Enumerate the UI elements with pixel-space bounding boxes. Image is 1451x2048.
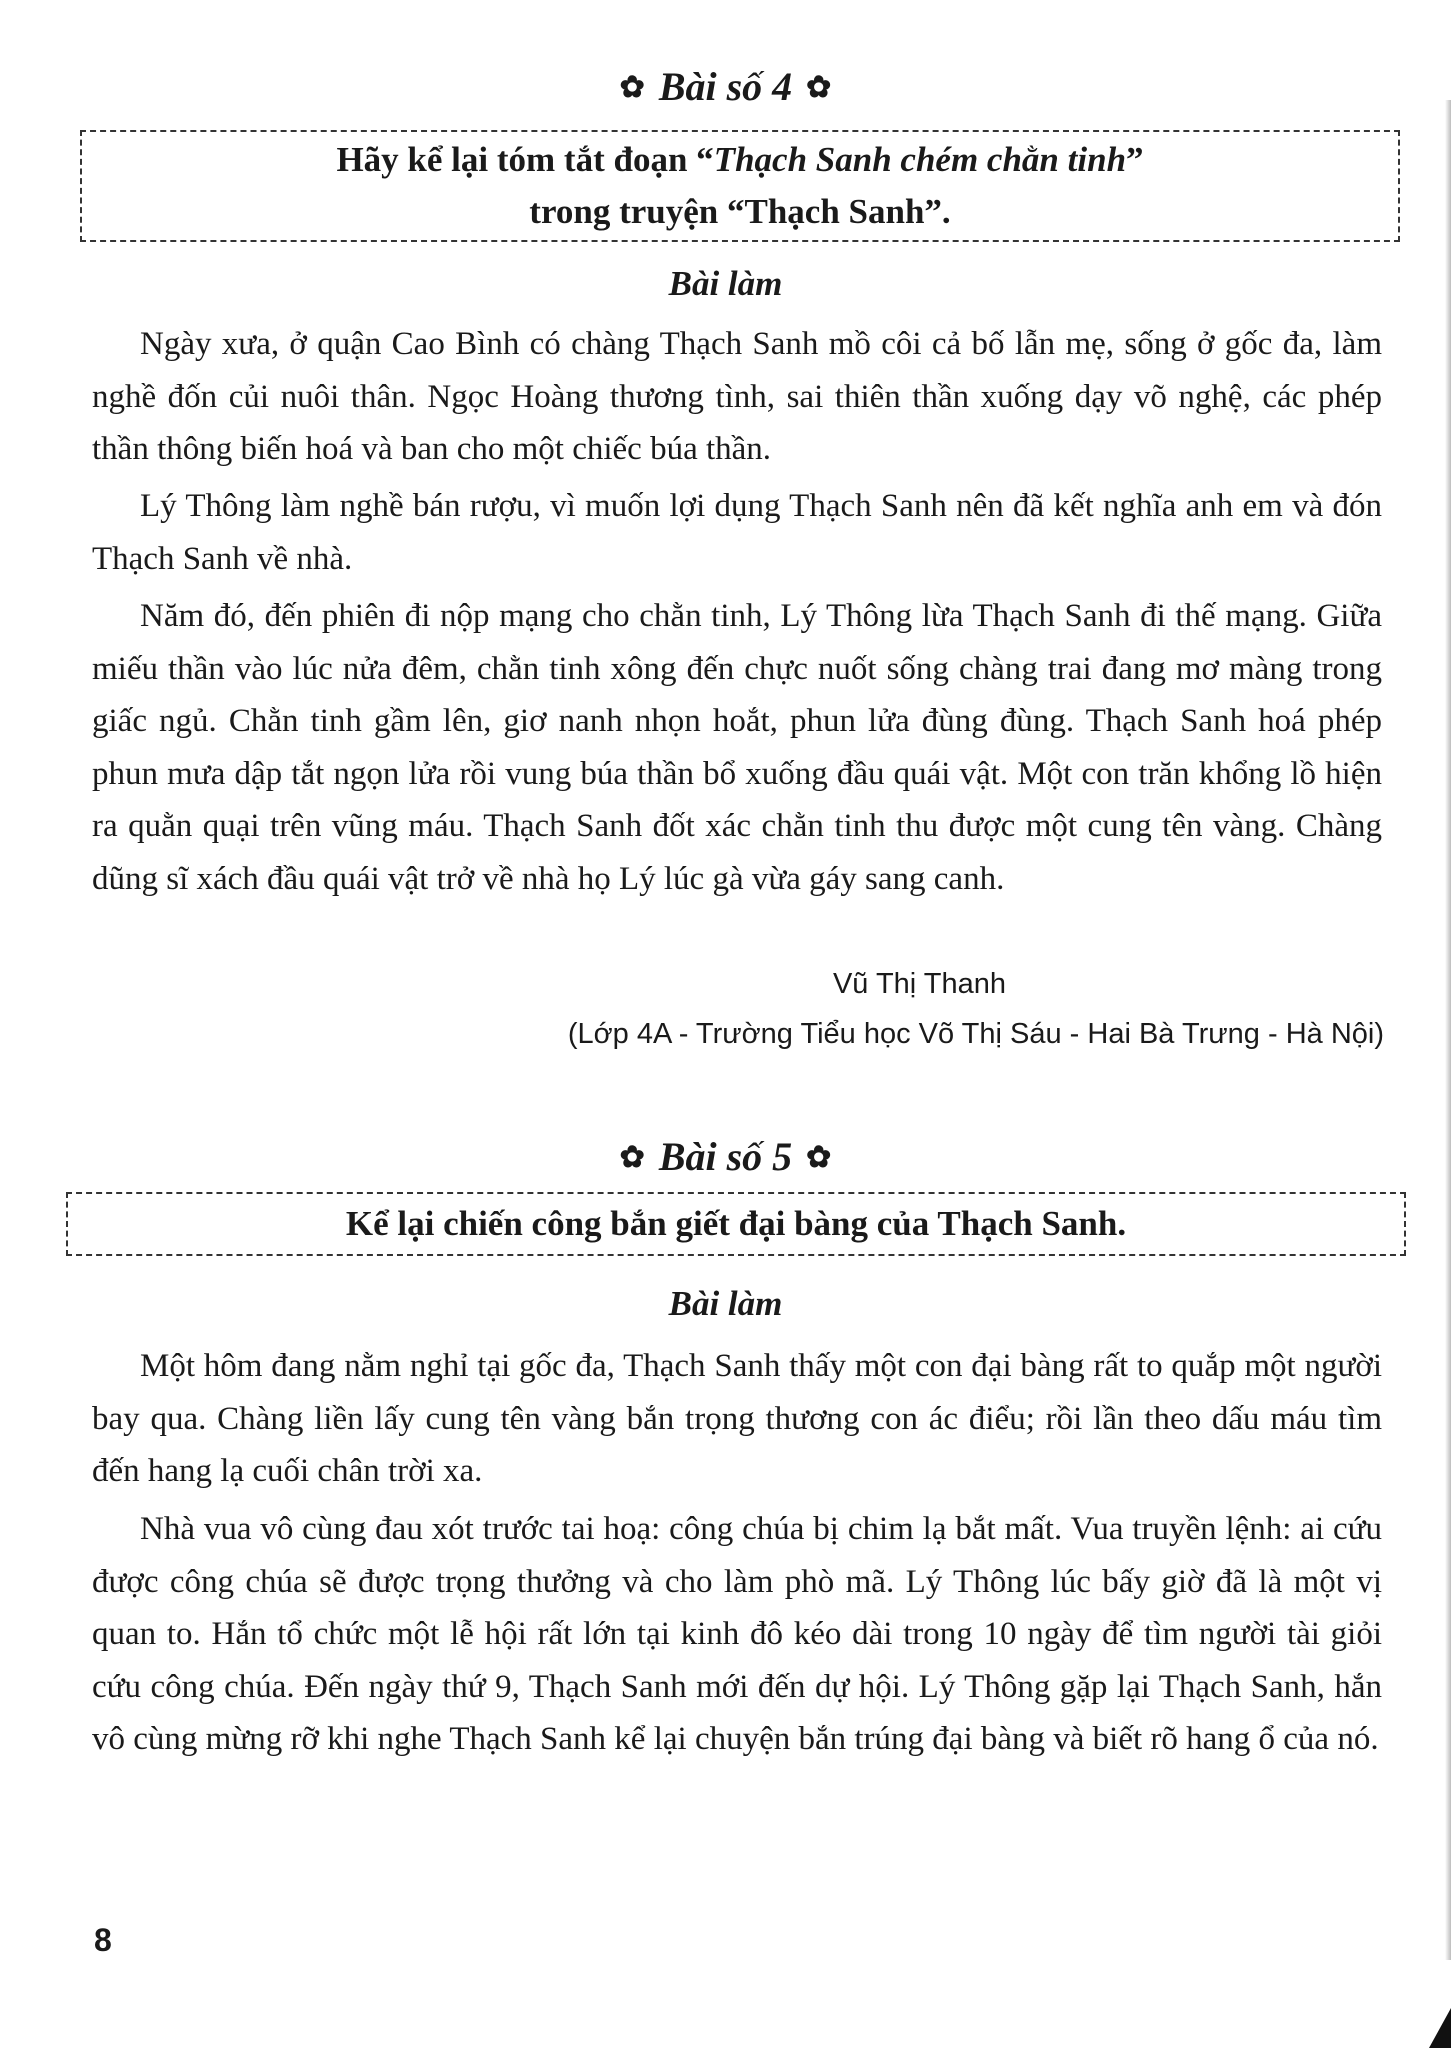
lesson-5-prompt-box [66,1192,1406,1256]
lesson-4-answer-label: Bài làm [668,264,783,303]
lesson-4-prompt-line-1 [82,134,1398,186]
lesson-4-paragraph-1: Ngày xưa, ở quận Cao Bình có chàng Thạch Sanh mồ côi cả bố lẫn mẹ, sống ở gốc đa, làm nghề đốn củi nuôi thân. Ngọc Hoàng thương tình, sai thiên thần xuống dạy võ nghệ, các phép thần thông biến hoá và ban cho một chiếc búa thần. [92,326,1382,467]
lesson-4-prompt-box [80,130,1400,242]
author-school: (Lớp 4A - Trường Tiểu học Võ Thị Sáu - Hai Bà Trưng - Hà Nội) [567,1018,1384,1050]
lesson-4-heading [0,62,1451,113]
flower-icon: ✿ [619,1141,645,1174]
flower-icon: ✿ [619,71,645,104]
lesson-4-paragraph-3: Năm đó, đến phiên đi nộp mạng cho chằn tinh, Lý Thông lừa Thạch Sanh đi thế mạng. Giữa miếu thần vào lúc nửa đêm, chằn tinh xông đến chực nuốt sống chàng trai đang mơ màng trong giấc ngủ. Chằn tinh gầm lên, giơ nanh nhọn hoắt, phun lửa đùng đùng. Thạch Sanh hoá phép phun mưa dập tắt ngọn lửa rồi vung búa thần bổ xuống đầu quái vật. Một con trăn khổng lồ hiện ra quằn quại trên vũng máu. Thạch Sanh đốt xác chằn tinh thu được một cung tên vàng. Chàng dũng sĩ xách đầu quái vật trở về nhà họ Lý lúc gà vừa gáy sang canh. [92,598,1382,897]
lesson-5-prompt-line: Kể lại chiến công bắn giết đại bàng của Thạch Sanh. [345,1204,1127,1243]
prompt-italic-text: Thạch Sanh chém chằn tinh [713,140,1127,179]
lesson-5-paragraph-2: Nhà vua vô cùng đau xót trước tai hoạ: công chúa bị chim lạ bắt mất. Vua truyền lệnh: ai cứu được công chúa sẽ được trọng thưởng và cho làm phò mã. Lý Thông lúc bấy giờ đã là một vị quan to. Hắn tổ chức một lễ hội rất lớn tại kinh đô kéo dài trong 10 ngày để tìm người tài giỏi cứu công chúa. Đến ngày thứ 9, Thạch Sanh mới đến dự hội. Lý Thông gặp lại Thạch Sanh, hắn vô cùng mừng rỡ khi nghe Thạch Sanh kể lại chuyện bắn trúng đại bàng và biết rõ hang ổ của nó. [92,1511,1382,1757]
lesson-5-answer-label: Bài làm [668,1284,783,1323]
page-number: 8 [94,1922,112,1958]
author-name: Vũ Thị Thanh [832,968,1006,1000]
lesson-5-title: Bài số 5 [658,1134,793,1179]
page-edge-shadow [1445,100,1451,1960]
flower-icon: ✿ [806,1141,832,1174]
lesson-5-heading [0,1132,1451,1183]
lesson-4-prompt-line-2: trong truyện “Thạch Sanh”. [529,192,951,231]
corner-mark [1429,2008,1451,2048]
lesson-4-paragraph-2: Lý Thông làm nghề bán rượu, vì muốn lợi dụng Thạch Sanh nên đã kết nghĩa anh em và đón Thạch Sanh về nhà. [92,488,1382,577]
lesson-4-title: Bài số 4 [658,64,793,109]
flower-icon: ✿ [806,71,832,104]
prompt-text: Hãy kể lại tóm tắt đoạn “ [336,140,714,179]
lesson-5-paragraph-1: Một hôm đang nằm nghỉ tại gốc đa, Thạch Sanh thấy một con đại bàng rất to quắp một người bay qua. Chàng liền lấy cung tên vàng bắn trọng thương con ác điểu; rồi lần theo dấu máu tìm đến hang lạ cuối chân trời xa. [92,1348,1382,1489]
prompt-text: ” [1126,140,1144,179]
